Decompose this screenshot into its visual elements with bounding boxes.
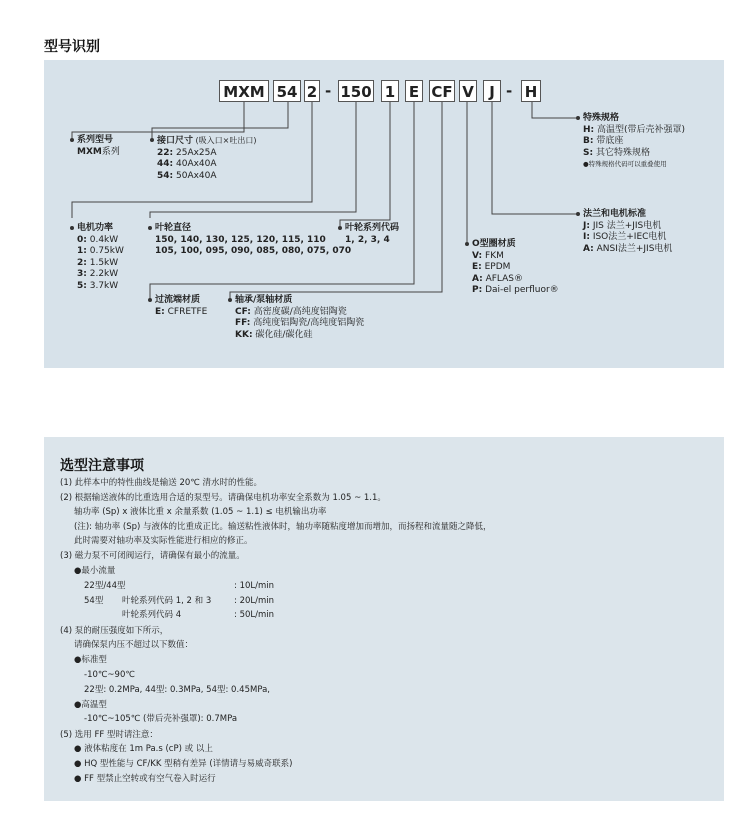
note-line: (1) 此样本中的特性曲线是输送 20℃ 清水时的性能。	[60, 478, 263, 488]
note-line: -10℃~105℃ (带后壳补强罩): 0.7MPa	[84, 714, 238, 724]
note-line: (3) 磁力泵不可闭阀运行，请确保有最小的流量。	[60, 551, 245, 561]
code-special: H	[521, 80, 541, 102]
code-wetted: E	[405, 80, 423, 102]
flange-motor-standard-title: 法兰和电机标准	[583, 209, 647, 219]
note-line: -10℃~90℃	[84, 670, 135, 680]
note-value: : 20L/min	[234, 596, 275, 606]
note-line: 叶轮系列代码 4	[122, 610, 182, 620]
code-oring: V	[459, 80, 477, 102]
code-port: 54	[273, 80, 301, 102]
note-line: ●标准型	[74, 655, 107, 665]
note-value: : 50L/min	[234, 610, 275, 620]
code-bearing: CF	[429, 80, 455, 102]
series-title: 系列型号	[77, 135, 114, 145]
note-line: ●最小流量	[74, 566, 116, 576]
page-title: 型号识别	[44, 39, 100, 55]
oring-material-group: O型圈材质 V: FKM E: EPDM A: AFLAS® P: Dai-el perfluor®	[472, 239, 559, 295]
special-spec-group: 特殊规格 H: 高温型(带后壳补强罩) B: 带底座 S: 其它特殊规格 ●特殊规格代码可以重叠使用	[583, 113, 685, 171]
impeller-diameter-title: 叶轮直径	[155, 223, 192, 233]
bearing-material-title: 轴承/泵轴材质	[235, 295, 293, 305]
note-line: (2) 根据输送液体的比重选用合适的泵型号。请确保电机功率安全系数为 1.05 ~ 1.1。	[60, 493, 386, 503]
code-series: MXM	[219, 80, 269, 102]
motor-group: 电机功率 0: 0.4kW 1: 0.75kW 2: 1.5kW 3: 2.2kW 5: 3.7kW	[77, 223, 124, 291]
note-line: 22型: 0.2MPa, 44型: 0.3MPa, 54型: 0.45MPa,	[84, 685, 270, 695]
special-spec-title: 特殊规格	[583, 113, 620, 123]
note-line: ● 液体粘度在 1m Pa.s (cP) 或 以上	[74, 744, 213, 754]
oring-material-title: O型圈材质	[472, 239, 516, 249]
code-dash: -	[325, 82, 332, 100]
note-line: 54型	[84, 596, 104, 606]
bearing-material-group: 轴承/泵轴材质 CF: 高密度碳/高纯度铝陶瓷 FF: 高纯度铝陶瓷/高纯度铝陶瓷 KK: 碳化硅/碳化硅	[235, 295, 365, 340]
special-spec-note: ●特殊规格代码可以重叠使用	[583, 160, 667, 168]
note-line: 22型/44型	[84, 581, 126, 591]
series-group: 系列型号 MXM系列	[77, 135, 120, 157]
model-code-panel	[44, 60, 724, 368]
note-line: 请确保泵内压不超过以下数值：	[74, 640, 194, 650]
code-motor: 2	[304, 80, 320, 102]
note-line: ● HQ 型性能与 CF/KK 型稍有差异 (详情请与易威奇联系)	[74, 759, 293, 769]
impeller-diameter-group: 叶轮直径 150, 140, 130, 125, 120, 115, 110 105, 100, 095, 090, 085, 080, 075, 070	[155, 223, 352, 256]
impeller-series-title: 叶轮系列代码	[345, 223, 400, 233]
note-line: (5) 选用 FF 型时请注意：	[60, 730, 158, 740]
note-value: : 10L/min	[234, 581, 275, 591]
note-line: 轴功率 (Sp) x 液体比重 x 余量系数 (1.05 ~ 1.1) ≤ 电机输出功率	[74, 507, 327, 517]
note-line: 此时需要对轴功率及实际性能进行相应的修正。	[74, 536, 253, 546]
note-line: (4) 泵的耐压强度如下所示，	[60, 626, 169, 636]
code-impeller-dia: 150	[338, 80, 374, 102]
note-line: ● FF 型禁止空转或有空气卷入时运行	[74, 774, 216, 784]
code-flange: J	[483, 80, 501, 102]
motor-title: 电机功率	[77, 223, 114, 233]
selection-notes-panel	[44, 437, 724, 801]
wetted-material-group: 过流端材质 E: CFRETFE	[155, 295, 208, 317]
note-line: ●高温型	[74, 700, 107, 710]
flange-motor-standard-group: 法兰和电机标准 J: JIS 法兰+JIS电机 I: ISO法兰+IEC电机 A: ANSI法兰+JIS电机	[583, 209, 673, 254]
wetted-material-title: 过流端材质	[155, 295, 201, 305]
note-line: (注): 轴功率 (Sp) 与液体的比重成正比。输送粘性液体时，轴功率随粘度增加而增加，而扬程和流量随之降低，	[74, 522, 492, 532]
impeller-series-group: 叶轮系列代码 1, 2, 3, 4	[345, 223, 400, 245]
code-dash: -	[506, 82, 513, 100]
note-line: 叶轮系列代码 1, 2 和 3	[122, 596, 212, 606]
code-impeller-series: 1	[381, 80, 399, 102]
bullet-dot	[70, 138, 74, 142]
notes-title: 选型注意事项	[60, 458, 144, 474]
port-title: 接口尺寸	[157, 136, 194, 146]
port-group: 接口尺寸 (吸入口×吐出口) 22: 25Ax25A 44: 40Ax40A 54: 50Ax40A	[157, 136, 257, 181]
